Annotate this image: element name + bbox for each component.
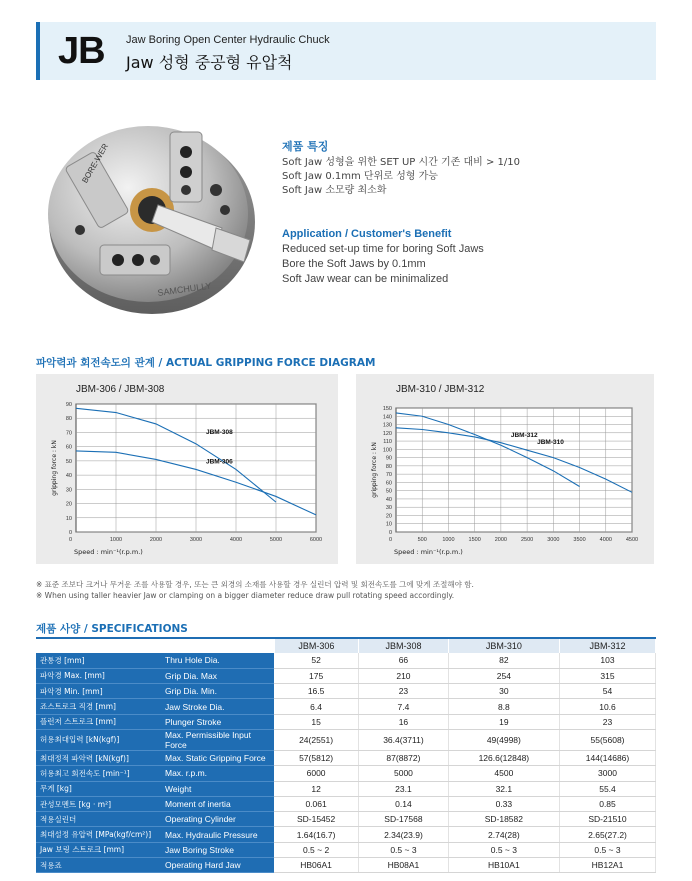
spec-label-kr: 관통경 [mm] xyxy=(36,653,161,668)
spec-value: 32.1 xyxy=(448,781,559,796)
spec-value: 144(14686) xyxy=(560,750,656,765)
series-label: JBM-308 xyxy=(206,428,233,436)
spec-value: 0.14 xyxy=(359,796,449,811)
y-tick-label: 60 xyxy=(385,480,392,487)
features-kr-line: Soft Jaw 0.1mm 단위로 성형 가능 xyxy=(282,171,438,182)
spec-row xyxy=(36,750,656,765)
spec-value: 10.6 xyxy=(560,699,656,714)
y-tick-label: 0 xyxy=(68,530,72,536)
spec-value: SD-18582 xyxy=(448,812,559,827)
note-kr: ※ 표준 조보다 크거나 무거운 조를 사용할 경우, 또는 큰 외경의 소재를 사용할 경우 실린더 압력 및 회전속도를 그에 맞게 조절해야 함. xyxy=(36,580,474,589)
y-tick-label: 60 xyxy=(65,444,72,451)
y-tick-label: 40 xyxy=(385,496,392,503)
spec-label-en: Jaw Stroke Dia. xyxy=(161,699,274,714)
features-kr-line: Soft Jaw 소모량 최소화 xyxy=(282,185,387,196)
note-en: ※ When using taller heavier Jaw or clamping on a bigger diameter reduce draw pull rotating speed accordingly. xyxy=(36,591,455,600)
y-tick-label: 70 xyxy=(65,430,72,437)
spec-value: 0.5 ~ 3 xyxy=(359,842,449,857)
spec-row xyxy=(36,781,656,796)
spec-value: 0.5 ~ 2 xyxy=(274,842,359,857)
y-tick-label: 20 xyxy=(65,501,72,508)
x-tick-label: 0 xyxy=(68,537,72,543)
x-tick-label: 4000 xyxy=(599,537,612,543)
spec-value: 210 xyxy=(359,668,449,683)
spec-value: HB06A1 xyxy=(274,858,359,873)
x-tick-label: 3000 xyxy=(547,537,560,543)
spec-label-kr: Jaw 보링 스트로크 [mm] xyxy=(36,842,161,857)
y-axis-label: gripping force : kN xyxy=(51,440,58,496)
chart-title: JBM-306 / JBM-308 xyxy=(76,384,165,395)
y-tick-label: 130 xyxy=(382,422,392,429)
spec-label-kr: 파악경 Max. [mm] xyxy=(36,668,161,683)
x-axis-label: Speed : min⁻¹(r.p.m.) xyxy=(394,548,463,556)
x-tick-label: 2500 xyxy=(520,537,534,543)
spec-row xyxy=(36,812,656,827)
y-axis-label: gripping force : kN xyxy=(371,442,378,498)
series-label: JBM-312 xyxy=(510,432,538,440)
spec-value: 12 xyxy=(274,781,359,796)
x-tick-label: 3500 xyxy=(573,537,586,543)
gripping-force-chart-306-308 xyxy=(36,374,338,564)
spec-value: 0.061 xyxy=(274,796,359,811)
y-tick-label: 90 xyxy=(65,402,72,408)
spec-row xyxy=(36,842,656,857)
spec-value: 2.34(23.9) xyxy=(359,827,449,842)
chuck-product-image xyxy=(40,110,270,320)
spec-value: 82 xyxy=(448,653,559,668)
spec-value: 55.4 xyxy=(560,781,656,796)
spec-value: 6.4 xyxy=(274,699,359,714)
spec-label-en: Moment of inertia xyxy=(161,796,274,811)
chart-title: JBM-310 / JBM-312 xyxy=(396,384,485,395)
y-tick-label: 90 xyxy=(385,455,392,462)
spec-value: 23 xyxy=(359,684,449,699)
features-en-title: Application / Customer's Benefit xyxy=(282,228,452,240)
features-kr-line: Soft Jaw 성형을 위한 SET UP 시간 기존 대비 > 1/10 xyxy=(282,157,520,168)
spec-model-header: JBM-306 xyxy=(274,639,359,653)
spec-value: 2.74(28) xyxy=(448,827,559,842)
spec-value: 87(8872) xyxy=(359,750,449,765)
chart-panel-left xyxy=(36,374,338,564)
features-en-line: Soft Jaw wear can be minimalized xyxy=(282,273,449,285)
spec-label-en: Operating Cylinder xyxy=(161,812,274,827)
spec-row xyxy=(36,766,656,781)
features-kr-title: 제품 특징 xyxy=(282,140,329,153)
product-body-text: BORE-WER xyxy=(80,142,111,185)
spec-value: 7.4 xyxy=(359,699,449,714)
spec-value: 0.5 ~ 3 xyxy=(560,842,656,857)
spec-header-blank xyxy=(36,639,274,653)
spec-value: 3000 xyxy=(560,766,656,781)
y-tick-label: 10 xyxy=(65,515,72,522)
y-tick-label: 0 xyxy=(388,530,392,536)
series-label: JBM-310 xyxy=(537,439,564,447)
diagram-section-title: 파악력과 회전속도의 관계 / ACTUAL GRIPPING FORCE DIAGRAM xyxy=(36,357,376,369)
spec-label-en: Weight xyxy=(161,781,274,796)
spec-value: 0.33 xyxy=(448,796,559,811)
spec-value: 315 xyxy=(560,668,656,683)
x-tick-label: 1000 xyxy=(442,537,455,543)
x-tick-label: 1000 xyxy=(109,537,123,543)
spec-model-header: JBM-310 xyxy=(448,639,559,653)
spec-value: 30 xyxy=(448,684,559,699)
spec-row xyxy=(36,699,656,714)
y-tick-label: 100 xyxy=(382,447,392,454)
spec-value: 23 xyxy=(560,714,656,729)
spec-row xyxy=(36,729,656,750)
spec-value: HB08A1 xyxy=(359,858,449,873)
spec-label-kr: 죠스트로크 직경 [mm] xyxy=(36,699,161,714)
spec-label-en: Plunger Stroke xyxy=(161,714,274,729)
x-axis-label: Speed : min⁻¹(r.p.m.) xyxy=(74,548,143,556)
spec-label-en: Operating Hard Jaw xyxy=(161,858,274,873)
spec-value: 52 xyxy=(274,653,359,668)
spec-label-kr: 허용최고 회전속도 [min⁻¹] xyxy=(36,766,161,781)
x-tick-label: 500 xyxy=(417,537,427,543)
x-tick-label: 5000 xyxy=(269,537,283,543)
gripping-force-chart-310-312 xyxy=(356,374,654,564)
spec-row xyxy=(36,684,656,699)
spec-value: 54 xyxy=(560,684,656,699)
spec-label-en: Max. Hydraulic Pressure xyxy=(161,827,274,842)
spec-row xyxy=(36,668,656,683)
product-code: JB xyxy=(58,30,105,72)
spec-value: SD-21510 xyxy=(560,812,656,827)
spec-value: 0.5 ~ 3 xyxy=(448,842,559,857)
spec-label-kr: 플런저 스트로크 [mm] xyxy=(36,714,161,729)
spec-value: 16.5 xyxy=(274,684,359,699)
spec-label-kr: 관성모멘트 [kg · m²] xyxy=(36,796,161,811)
spec-label-en: Max. r.p.m. xyxy=(161,766,274,781)
y-tick-label: 30 xyxy=(65,487,72,494)
spec-value: 19 xyxy=(448,714,559,729)
spec-row xyxy=(36,858,656,873)
spec-value: 55(5608) xyxy=(560,729,656,750)
spec-model-header: JBM-312 xyxy=(560,639,656,653)
spec-row xyxy=(36,714,656,729)
x-tick-label: 4500 xyxy=(625,537,639,543)
y-tick-label: 10 xyxy=(385,521,392,528)
y-tick-label: 50 xyxy=(385,488,392,495)
spec-label-kr: 파악경 Min. [mm] xyxy=(36,684,161,699)
spec-label-en: Max. Permissible Input Force xyxy=(161,729,274,750)
y-tick-label: 30 xyxy=(385,505,392,512)
spec-label-kr: 최대설정 유압력 [MPa(kgf/cm²)] xyxy=(36,827,161,842)
spec-label-en: Jaw Boring Stroke xyxy=(161,842,274,857)
spec-value: HB12A1 xyxy=(560,858,656,873)
y-tick-label: 20 xyxy=(385,513,392,520)
x-tick-label: 0 xyxy=(388,537,392,543)
spec-row xyxy=(36,653,656,668)
spec-value: 16 xyxy=(359,714,449,729)
y-tick-label: 50 xyxy=(65,458,72,465)
spec-value: 15 xyxy=(274,714,359,729)
spec-value: 175 xyxy=(274,668,359,683)
y-tick-label: 150 xyxy=(382,406,392,412)
spec-value: 2.65(27.2) xyxy=(560,827,656,842)
x-tick-label: 6000 xyxy=(309,537,323,543)
spec-section-title: 제품 사양 / SPECIFICATIONS xyxy=(36,623,188,635)
spec-label-kr: 적용죠 xyxy=(36,858,161,873)
spec-label-en: Thru Hole Dia. xyxy=(161,653,274,668)
spec-value: 1.64(16.7) xyxy=(274,827,359,842)
specifications-table xyxy=(36,639,656,873)
spec-label-kr: 최대정적 파악력 [kN(kgf)] xyxy=(36,750,161,765)
series-label: JBM-306 xyxy=(206,458,233,466)
y-tick-label: 40 xyxy=(65,473,72,480)
spec-value: 4500 xyxy=(448,766,559,781)
spec-label-kr: 적용실린더 xyxy=(36,812,161,827)
spec-header-row xyxy=(36,639,656,653)
header-accent-bar xyxy=(36,22,40,80)
spec-value: 8.8 xyxy=(448,699,559,714)
spec-value: 254 xyxy=(448,668,559,683)
spec-row xyxy=(36,796,656,811)
product-brand-text: SAMCHULLY xyxy=(156,280,213,298)
spec-value: 23.1 xyxy=(359,781,449,796)
x-tick-label: 4000 xyxy=(229,537,243,543)
spec-label-kr: 허용최대입력 [kN(kgf)] xyxy=(36,729,161,750)
spec-value: 57(5812) xyxy=(274,750,359,765)
x-tick-label: 1500 xyxy=(468,537,481,543)
product-title-en: Jaw Boring Open Center Hydraulic Chuck xyxy=(126,34,330,46)
spec-value: 66 xyxy=(359,653,449,668)
spec-value: 24(2551) xyxy=(274,729,359,750)
spec-value: SD-17568 xyxy=(359,812,449,827)
x-tick-label: 2000 xyxy=(149,537,163,543)
y-tick-label: 110 xyxy=(383,439,392,446)
spec-label-en: Max. Static Gripping Force xyxy=(161,750,274,765)
spec-model-header: JBM-308 xyxy=(359,639,449,653)
spec-label-en: Grip Dia. Max xyxy=(161,668,274,683)
product-title-kr: Jaw 성형 중공형 유압척 xyxy=(126,53,293,72)
spec-value: 6000 xyxy=(274,766,359,781)
spec-value: SD-15452 xyxy=(274,812,359,827)
spec-label-kr: 무게 [kg] xyxy=(36,781,161,796)
spec-row xyxy=(36,827,656,842)
y-tick-label: 140 xyxy=(382,414,392,421)
chart-panel-right xyxy=(356,374,654,564)
spec-label-en: Grip Dia. Min. xyxy=(161,684,274,699)
spec-value: 126.6(12848) xyxy=(448,750,559,765)
y-tick-label: 70 xyxy=(385,472,392,479)
y-tick-label: 80 xyxy=(65,416,72,423)
plot-area xyxy=(396,408,632,532)
x-tick-label: 2000 xyxy=(494,537,508,543)
spec-value: 0.85 xyxy=(560,796,656,811)
spec-value: 49(4998) xyxy=(448,729,559,750)
spec-value: HB10A1 xyxy=(448,858,559,873)
x-tick-label: 3000 xyxy=(189,537,203,543)
features-en-line: Reduced set-up time for boring Soft Jaws xyxy=(282,243,484,255)
y-tick-label: 120 xyxy=(382,430,392,437)
spec-value: 36.4(3711) xyxy=(359,729,449,750)
spec-value: 5000 xyxy=(359,766,449,781)
spec-value: 103 xyxy=(560,653,656,668)
y-tick-label: 80 xyxy=(385,463,392,470)
features-en-line: Bore the Soft Jaws by 0.1mm xyxy=(282,258,426,270)
